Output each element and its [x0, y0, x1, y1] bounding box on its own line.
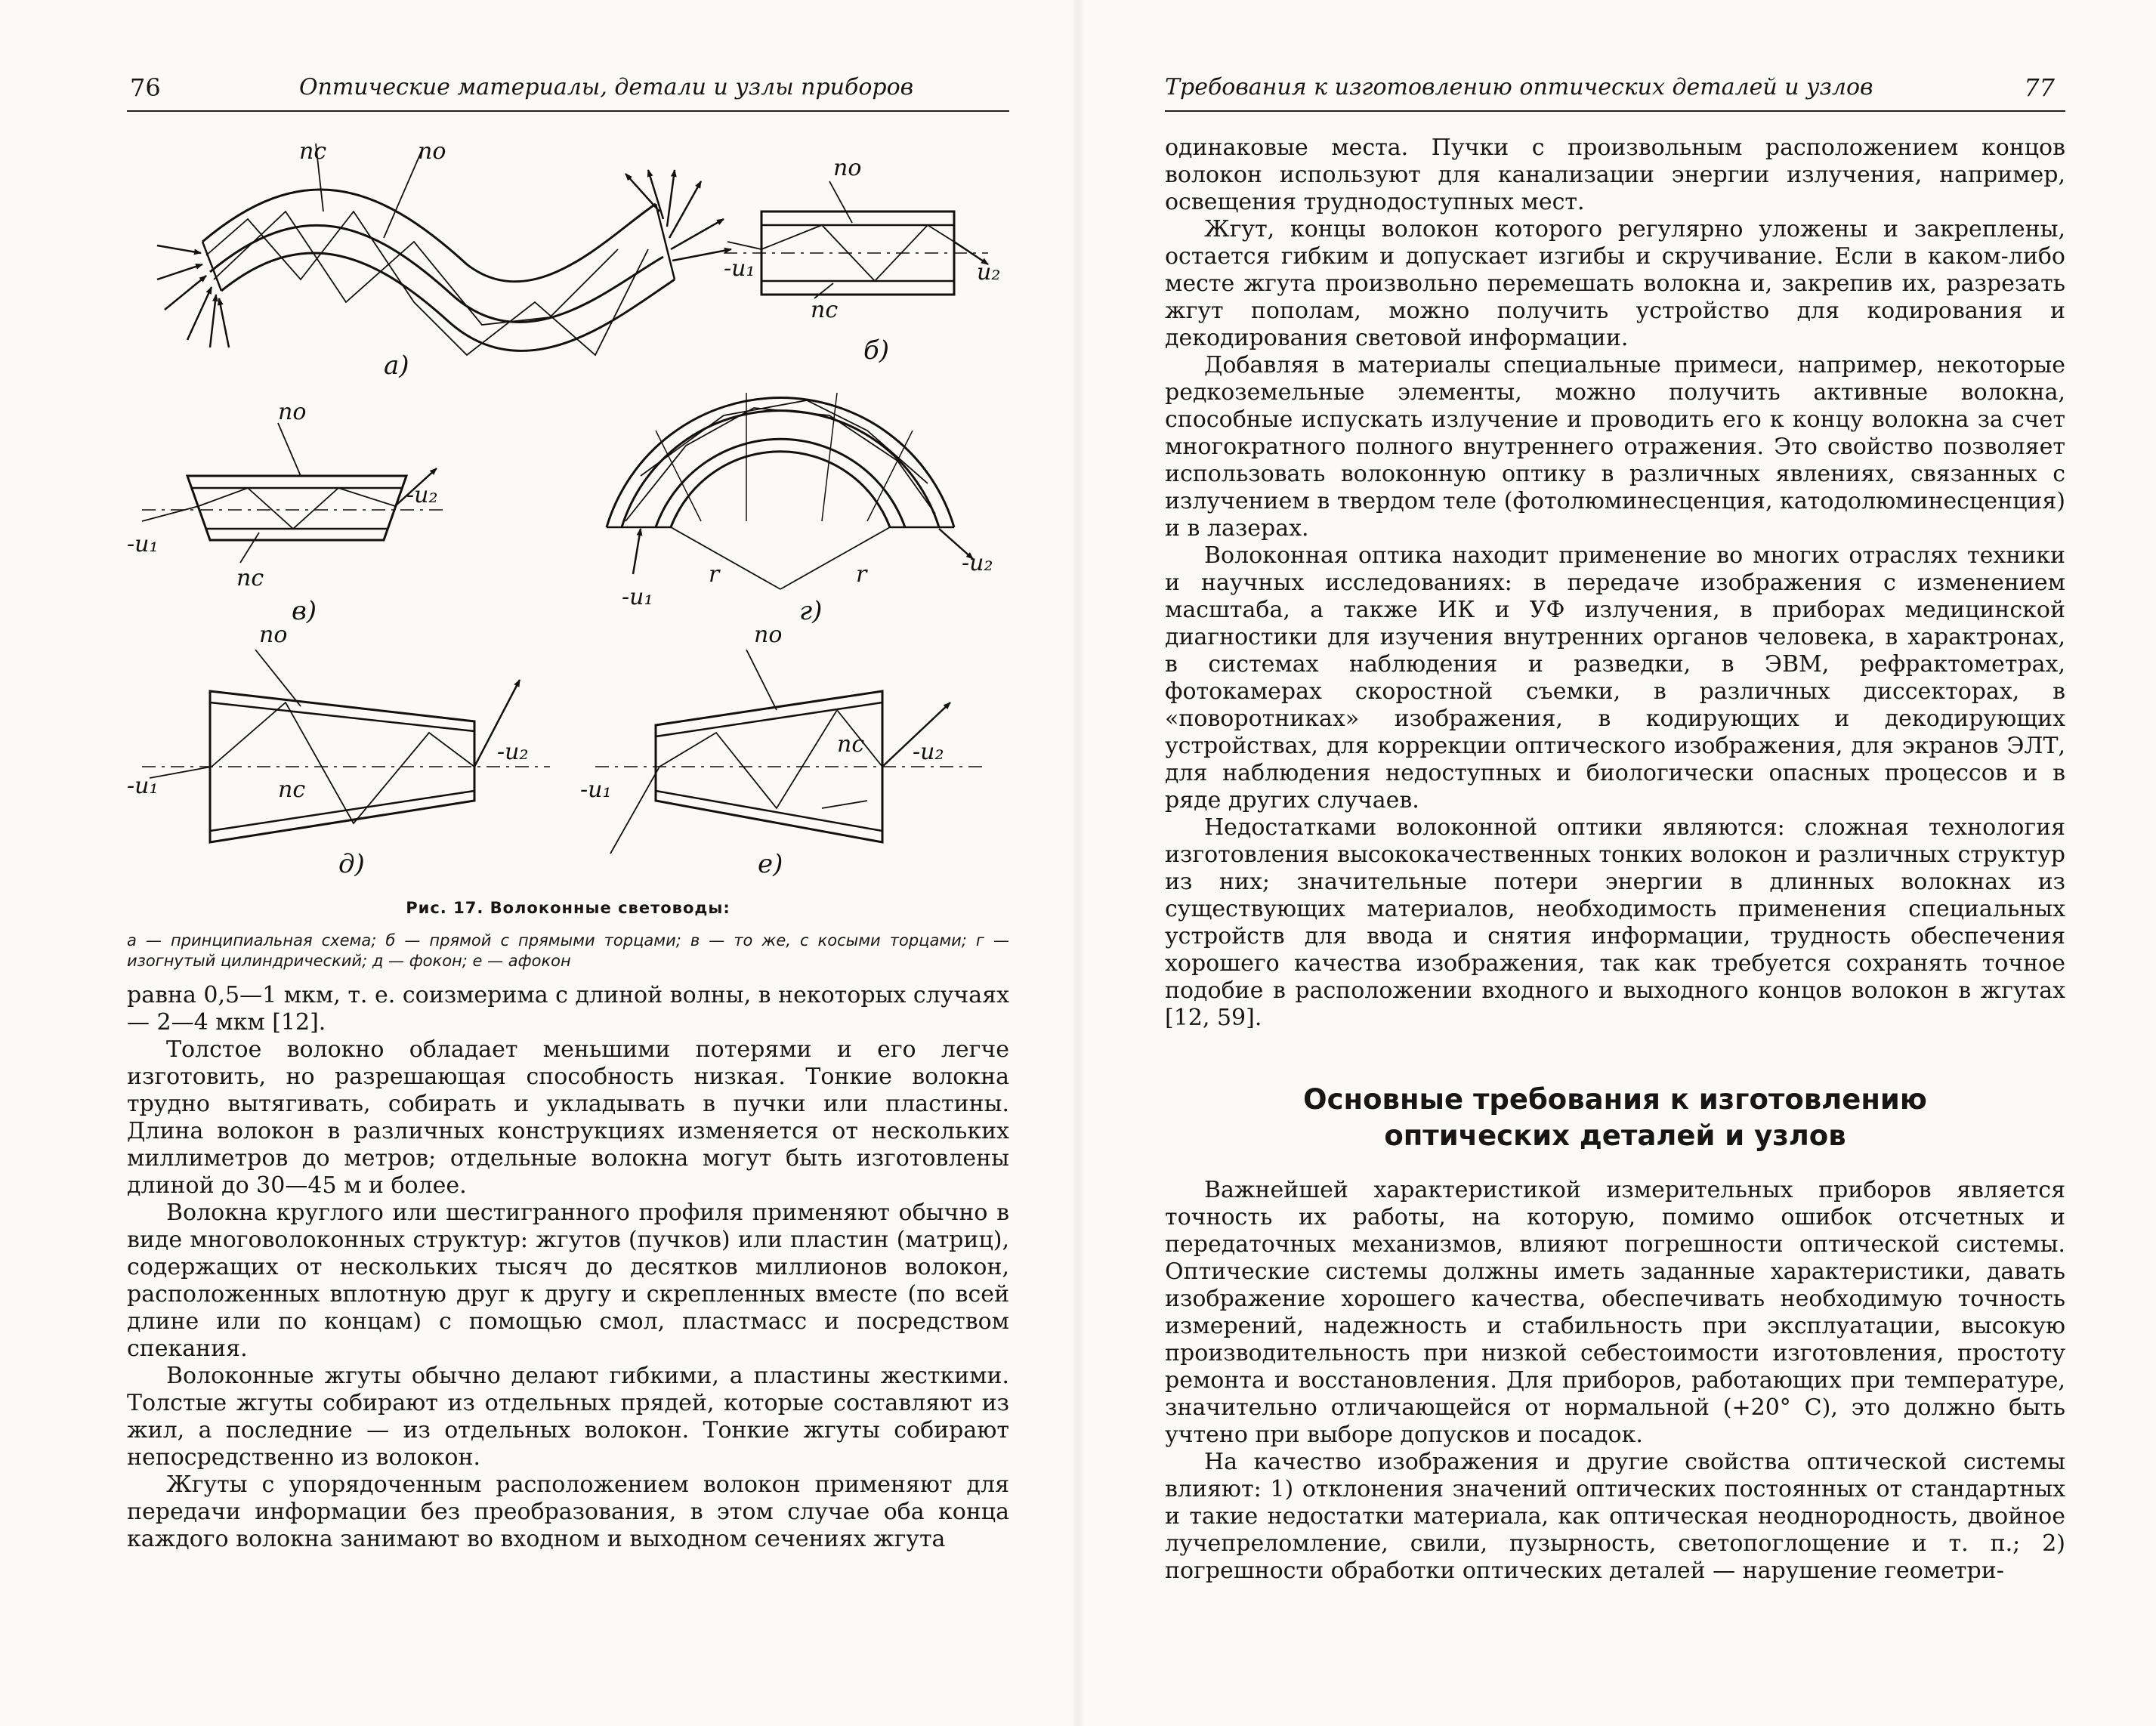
- left-paragraph-4: Волоконные жгуты обычно делают гибкими, а пластины жесткими. Толстые жгуты собирают из отдельных прядей, которые составляют из жил, а последние — из отдельных волокон. Тонкие жгуты собирают непосредственно из волокон.: [127, 1363, 1009, 1471]
- fig-v-oblique-fiber: [142, 423, 444, 563]
- fig-d-label-no: по: [259, 622, 288, 648]
- right-paragraph-5: Недостатками волоконной оптики являются: сложная технология изготовления высококачественных тонких волокон и различных структур из них; значительные потери энергии в длинных волокнах из существующих материалов, необходимость применения специальных устройств для ввода и снятия информации, трудность обеспечения хорошего качества изображения, так как требуется сохранять точное подобие в расположении входного и выходного концов волокон в жгутах [12, 59].: [1165, 814, 2065, 1031]
- fig-g-label-u2: -u₂: [962, 550, 993, 576]
- right-page: [1078, 0, 2156, 1726]
- section-heading-line-1: Основные требования к изготовлению: [1303, 1083, 1927, 1116]
- figure-caption-title: Рис. 17. Волоконные световоды:: [406, 899, 731, 917]
- fig-b-label-no: по: [833, 155, 862, 181]
- running-head-right: [1165, 65, 2065, 112]
- section-heading-line-2: оптических деталей и узлов: [1384, 1119, 1846, 1152]
- right-body-text-bottom: [1165, 1177, 2065, 1585]
- figure-17-drawing: [127, 128, 1009, 899]
- fig-a-label-nc: пс: [299, 138, 327, 165]
- fig-e-label-u1: -u₁: [580, 777, 612, 803]
- fig-b-label-u1: -u₁: [724, 255, 755, 282]
- fig-g-label-r1: r: [709, 561, 720, 588]
- right-paragraph-4: Волоконная оптика находит применение во многих отраслях техники и научных исследованиях: в передаче изображения с изменением масштаба, а также ИК и УФ излучения, в приборах медицинской диагностики для изучения внутренних органов человека, в характронах, в системах наблюдения и разведки, в ЭВМ, рефрактометрах, фотокамерах скоростной съемки, в различных диссекторах, в «поворотниках» изображения, в кодирующих и декодирующих устройствах, для коррекции оптического изображения, для экранов ЭЛТ, для наблюдения недоступных и биологически опасных процессов и в ряде других случаев.: [1165, 542, 2065, 814]
- fig-v-label-no: по: [278, 399, 307, 425]
- fig-a-label-no: по: [418, 138, 446, 165]
- fig-g-label-u1: -u₁: [622, 584, 653, 610]
- fig-a-s-fiber: [157, 144, 731, 355]
- page-number-left: 76: [130, 73, 161, 102]
- fig-d-label-u1: -u₁: [127, 773, 159, 799]
- right-paragraph-7: На качество изображения и другие свойства оптической системы влияют: 1) отклонения значений оптических постоянных от стандартных и такие недостатки материала, как оптическая неоднородность, двойное лучепреломление, свили, пузырность, светопоглощение и т. п.; 2) погрешности обработки оптических деталей — нарушение геометри-: [1165, 1449, 2065, 1584]
- fig-g-label-r2: r: [856, 561, 867, 588]
- fig-b-straight-fiber: [724, 181, 988, 298]
- right-paragraph-6: Важнейшей характеристикой измерительных приборов является точность их работы, на которую, помимо ошибок отсчетных и передаточных механизмов, влияют погрешности оптической системы. Оптические системы должны иметь заданные характеристики, давать изображение хорошего качества, обеспечивать необходимую точность измерений, надежность и стабильность при эксплуатации, высокую производительность при низкой себестоимости изготовления, простоту ремонта и восстановления. Для приборов, работающих при температуре, значительно отличающейся от нормальной (+20° С), это должно быть учтено при выборе допусков и посадок.: [1165, 1177, 2065, 1448]
- right-paragraph-2: Жгут, концы волокон которого регулярно уложены и закреплены, остается гибким и допускает изгибы и скручивание. Если в каком-либо месте жгута произвольно перемешать волокна и, закрепив их, разрезать жгут пополам, можно получить устройство для кодирования и декодирования световой информации.: [1165, 216, 2065, 351]
- fig-b-label-nc: пс: [811, 297, 839, 323]
- fig-d-letter: д): [338, 849, 365, 879]
- figure-caption-text: а — принципиальная схема; б — прямой с прямыми торцами; в — то же, с косыми торцами; г — изогнутый цилиндрический; д — фокон; е — афокон: [127, 931, 1009, 970]
- left-paragraph-1: равна 0,5—1 мкм, т. е. соизмерима с длиной волны, в некоторых случаях — 2—4 мкм [12].: [127, 982, 1009, 1036]
- fig-a-letter: а): [384, 350, 409, 381]
- fig-e-label-nc: пс: [837, 731, 865, 758]
- running-head-title-right: Требования к изготовлению оптических деталей и узлов: [1165, 74, 1873, 100]
- fig-e-label-no: по: [754, 622, 783, 648]
- fig-g-letter: г): [799, 596, 823, 626]
- fig-e-label-u2: -u₂: [913, 739, 944, 765]
- fig-b-label-u2: u₂: [977, 259, 1001, 286]
- right-paragraph-3: Добавляя в материалы специальные примеси, например, некоторые редкоземельные элементы, можно получить активные волокна, способные испускать излучение и проводить его к концу волокна за счет многократного полного внутреннего отражения. Это свойство позволяет использовать волоконную оптику в различных явлениях, связанных с излучением в твердом теле (фотолюминесценция, катодолюминесценция) и в лазерах.: [1165, 352, 2065, 542]
- page-number-right: 77: [2024, 73, 2055, 102]
- left-paragraph-2: Толстое волокно обладает меньшими потерями и его легче изготовить, но разрешающая способность низкая. Тонкие волокна трудно вытягивать, собирать и укладывать в пучки или пластины. Длина волокон в различных конструкциях изменяется от нескольких миллиметров до метров; отдельные волокна могут быть изготовлены длиной до 30—45 м и более.: [127, 1036, 1009, 1199]
- figure-17: [127, 128, 1009, 899]
- fig-g-bent-fiber: [607, 393, 973, 589]
- running-head-title-left: Оптические материалы, детали и узлы приборов: [299, 74, 914, 100]
- fig-v-letter: в): [292, 596, 317, 626]
- fig-v-label-u2: -u₂: [406, 482, 438, 508]
- fig-b-letter: б): [863, 335, 890, 366]
- left-paragraph-3: Волокна круглого или шестигранного профиля применяют обычно в виде многоволоконных структур: жгутов (пучков) или пластин (матриц), содержащих от нескольких тысяч до десятков миллионов волокон, расположенных вплотную друг к другу и скрепленных вместе (по всей длине или по концам) с помощью смол, пластмасс и посредством спекания.: [127, 1200, 1009, 1362]
- fig-d-label-u2: -u₂: [497, 739, 529, 765]
- right-paragraph-1: одинаковые места. Пучки с произвольным расположением концов волокон используют для канализации энергии излучения, например, освещения труднодоступных мест.: [1165, 134, 2065, 215]
- fig-d-focon: [142, 650, 550, 842]
- fig-v-label-nc: пс: [236, 565, 264, 591]
- fig-e-letter: е): [758, 849, 783, 879]
- right-body-text-top: [1165, 134, 2065, 1032]
- fig-d-label-nc: пс: [278, 777, 306, 803]
- running-head-left: [127, 65, 1009, 112]
- left-paragraph-5: Жгуты с упорядоченным расположением волокон применяют для передачи информации без преобразования, в этом случае оба конца каждого волокна занимают во входном и выходном сечениях жгута: [127, 1471, 1009, 1552]
- section-heading: [1165, 1082, 2065, 1154]
- fig-v-label-u1: -u₁: [127, 531, 159, 557]
- left-body-text: [127, 982, 1009, 1553]
